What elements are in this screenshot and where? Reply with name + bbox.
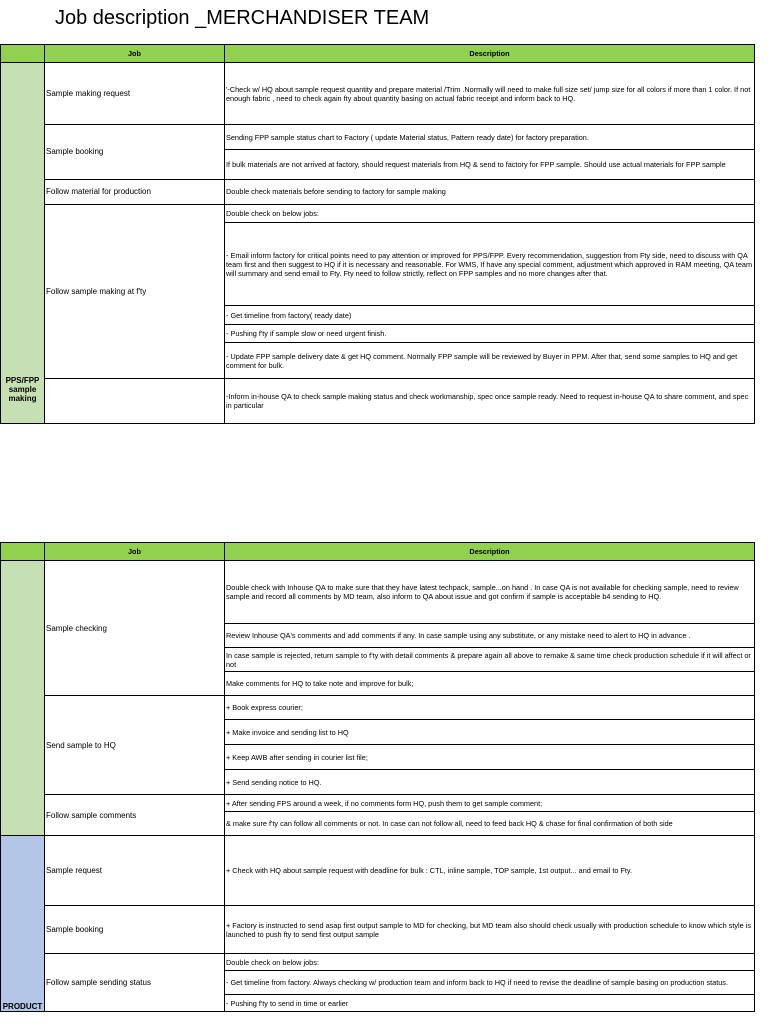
description-cell: Double check materials before sending to factory for sample making	[225, 179, 755, 204]
table-row	[1, 125, 755, 150]
description-cell: Review Inhouse QA's comments and add comments if any. In case sample using any substitute, or any mistake need to alert to HQ in advance .	[225, 624, 755, 648]
table-row	[1, 63, 755, 125]
job-cell: Follow material for production	[45, 179, 225, 204]
description-cell: Double check with Inhouse QA to make sure that they have latest techpack, sample...on hand . In case QA is not available for checking sample, need to review sample and record all comments by MD team, also inform to QA about issue and got confirm if sample is acceptable b4 sending to HQ.	[225, 561, 755, 624]
table-header-row	[1, 543, 755, 561]
header-category-cell	[1, 543, 45, 561]
table-header-row	[1, 45, 755, 63]
header-description: Description	[225, 45, 755, 63]
job-cell: Sample booking	[45, 906, 225, 954]
table-row	[1, 795, 755, 812]
description-cell: + Factory is instructed to send asap first output sample to MD for checking, but MD team also should check usually with production schedule to know which style is launched to push fty to send first output sample	[225, 906, 755, 954]
page-title: Job description _MERCHANDISER TEAM	[55, 7, 430, 29]
job-table-sample-making	[0, 44, 755, 424]
description-cell: - Update FPP sample delivery date & get HQ comment. Normally FPP sample will be reviewed by Buyer in PPM. After that, send some samples to HQ and get comment for bulk.	[225, 342, 755, 378]
job-cell: Follow sample making at f'ty	[45, 205, 225, 379]
table-row	[1, 954, 755, 971]
table-row	[1, 561, 755, 624]
description-cell: + Make invoice and sending list to HQ	[225, 720, 755, 745]
category-cell-green	[1, 561, 45, 836]
description-cell: - Get timeline from factory. Always checking w/ production team and inform back to HQ if need to revise the deadline of sample basing on production status.	[225, 971, 755, 995]
description-cell: + Book express courier;	[225, 696, 755, 720]
job-cell: Sample checking	[45, 561, 225, 696]
description-cell: + Keep AWB after sending in courier list file;	[225, 745, 755, 770]
description-cell: & make sure f'ty can follow all comments or not. In case can not follow all, need to feed back HQ & chase for final confirmation of both side	[225, 812, 755, 836]
description-cell: Double check on below jobs:	[225, 205, 755, 223]
description-cell: Sending FPP sample status chart to Factory ( update Material status, Pattern ready date) for factory preparation.	[225, 125, 755, 150]
category-product: PRODUCT	[1, 836, 45, 1012]
table-row	[1, 836, 755, 906]
table-row	[1, 205, 755, 223]
job-cell	[45, 379, 225, 424]
job-cell: Sample request	[45, 836, 225, 906]
description-cell: Make comments for HQ to take note and improve for bulk;	[225, 672, 755, 696]
description-cell: -Inform in-house QA to check sample making status and check workmanship, spec once sample ready. Need to request in-house QA to share comment, and spec in particular	[225, 379, 755, 424]
description-cell: - Pushing f'ty if sample slow or need urgent finish.	[225, 324, 755, 342]
description-cell: + After sending FPS around a week, if no comments form HQ, push them to get sample comment;	[225, 795, 755, 812]
description-cell: If bulk materials are not arrived at factory, should request materials from HQ & send to factory for FPP sample. Should use actual materials for FPP sample	[225, 150, 755, 179]
table-row	[1, 179, 755, 204]
table-row	[1, 379, 755, 424]
description-cell: Double check on below jobs:	[225, 954, 755, 971]
job-cell: Follow sample comments	[45, 795, 225, 836]
header-description: Description	[225, 543, 755, 561]
description-cell: + Check with HQ about sample request with deadline for bulk : CTL, inline sample, TOP sample, 1st output... and email to Fty.	[225, 836, 755, 906]
category-pps-fpp-sample-making: PPS/FPP sample making	[1, 63, 45, 424]
header-category-cell	[1, 45, 45, 63]
table-row	[1, 696, 755, 720]
job-cell: Sample making request	[45, 63, 225, 125]
description-cell: In case sample is rejected, return sample to f'ty with detail comments & prepare again all above to remake & same time check production schedule if it will affect or not	[225, 648, 755, 672]
job-cell: Follow sample sending status	[45, 954, 225, 1012]
description-cell: + Send sending notice to HQ.	[225, 770, 755, 795]
description-cell: - Pushing f'ty to send in time or earlier	[225, 995, 755, 1012]
description-cell: - Email inform factory for critical points need to pay attention or improved for PPS/FPP. Every recommendation, suggestion from Fty side, need to discuss with QA team first and then suggest to HQ if it is necessary and reasonable. For WMS, If have any special comment, adjustment which approved in RAM meeting, QA team will summary and send email to Fty. Fty need to follow strictly, reflect on FPP samples and no more changes after that.	[225, 223, 755, 306]
job-cell: Send sample to HQ	[45, 696, 225, 795]
header-job: Job	[45, 543, 225, 561]
description-cell: '-Check w/ HQ about sample request quantity and prepare material /Trim .Normally will need to make full size set/ jump size for all colors if more than 1 color. If not enough fabric , need to check again fty about quantity basing on actual fabric receipt and inform back to HQ.	[225, 63, 755, 125]
job-table-product	[0, 542, 755, 1012]
header-job: Job	[45, 45, 225, 63]
job-cell: Sample booking	[45, 125, 225, 180]
description-cell: - Get timeline from factory( ready date)	[225, 306, 755, 324]
table-row	[1, 906, 755, 954]
